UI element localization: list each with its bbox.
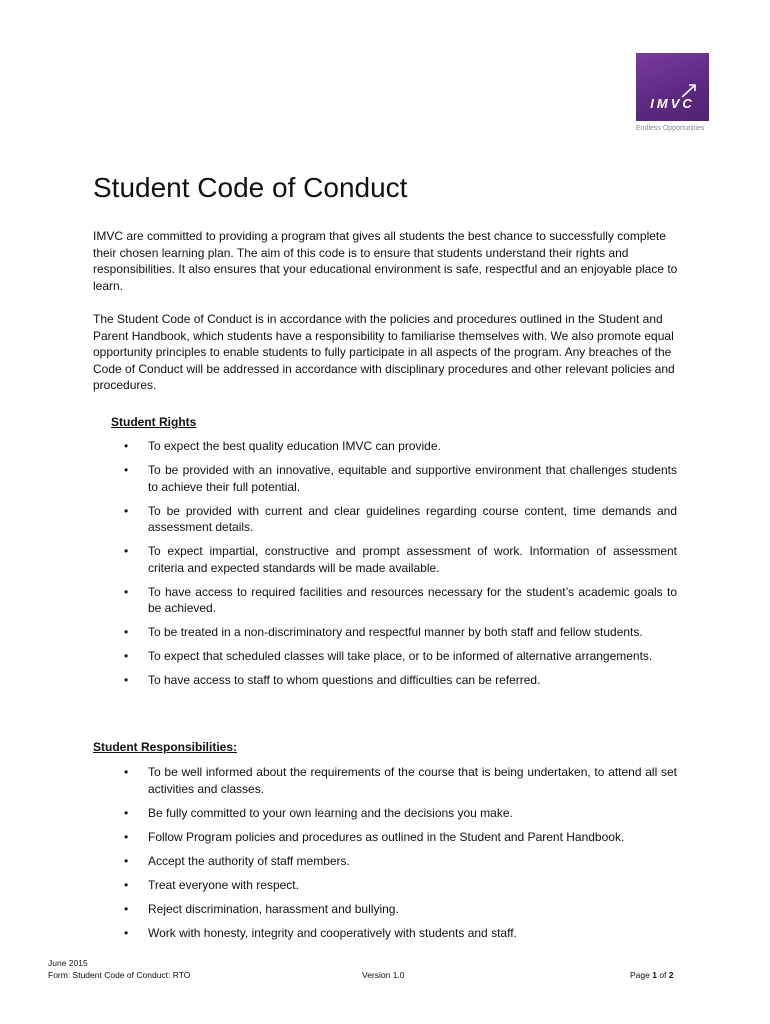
list-item-text: Treat everyone with respect. — [148, 877, 299, 892]
list-item — [124, 829, 677, 846]
list-item-text: To have access to required facilities and resources necessary for the student’s academic goals to be achieved. — [148, 584, 677, 615]
list-item — [124, 901, 677, 918]
student-responsibilities-list — [124, 764, 677, 949]
student-responsibilities-heading: Student Responsibilities: — [93, 740, 238, 754]
list-item — [124, 543, 677, 576]
bullet-icon: • — [124, 673, 129, 687]
list-item-text: Work with honesty, integrity and cooperatively with students and staff. — [148, 925, 517, 940]
list-item-text: Reject discrimination, harassment and bullying. — [148, 901, 399, 916]
page-total: 2 — [668, 970, 674, 980]
list-item-text: To be well informed about the requirements of the course that is being undertaken, to attend all set activities and classes. — [148, 765, 677, 796]
bullet-icon: • — [124, 439, 129, 453]
list-item-text: Accept the authority of staff members. — [148, 853, 350, 868]
page-separator: of — [656, 970, 669, 980]
bullet-icon: • — [124, 463, 129, 477]
student-rights-heading: Student Rights — [111, 415, 197, 429]
bullet-icon: • — [124, 901, 129, 916]
list-item — [124, 764, 677, 797]
list-item-text: To expect that scheduled classes will take place, or to be informed of alternative arrangements. — [148, 649, 653, 663]
list-item — [124, 462, 677, 495]
policy-paragraph: The Student Code of Conduct is in accordance with the policies and procedures outlined in the Student and Parent Handbook, which students have a responsibility to familiarise themselves with. We also promote equal opportunity principles to enable students to fully participate in all aspects of the program. Any breaches of the Code of Conduct will be addressed in accordance with disciplinary procedures and other relevant policies and procedures. — [93, 312, 675, 392]
bullet-icon: • — [124, 625, 129, 639]
bullet-icon: • — [124, 544, 129, 558]
page-prefix: Page — [630, 970, 653, 980]
bullet-icon: • — [124, 877, 129, 892]
page-title: Student Code of Conduct — [93, 172, 408, 203]
list-item-text: To expect the best quality education IMVC can provide. — [148, 439, 441, 453]
footer-version: Version 1.0 — [362, 970, 405, 980]
student-rights-list — [124, 438, 677, 696]
page-current: 1 — [652, 970, 657, 980]
bullet-icon: • — [124, 584, 129, 599]
list-item — [124, 853, 677, 870]
list-item-text: To be treated in a non-discriminatory and respectful manner by both staff and fellow students. — [148, 625, 643, 639]
list-item — [124, 672, 677, 689]
bullet-icon: • — [124, 765, 129, 779]
list-item — [124, 877, 677, 894]
bullet-icon: • — [124, 649, 129, 663]
list-item-text: To be provided with current and clear guidelines regarding course content, time demands and assessment details. — [148, 503, 677, 534]
list-item-text: Follow Program policies and procedures as outlined in the Student and Parent Handbook. — [148, 829, 625, 844]
bullet-icon: • — [124, 805, 129, 820]
list-item-text: To have access to staff to whom questions and difficulties can be referred. — [148, 673, 541, 687]
list-item — [124, 925, 677, 942]
list-item — [124, 624, 677, 641]
list-item-text: To expect impartial, constructive and prompt assessment of work. Information of assessment criteria and expected standards will be made available. — [148, 544, 677, 575]
imvc-logo — [636, 53, 709, 121]
list-item-text: Be fully committed to your own learning and the decisions you make. — [148, 805, 513, 820]
logo-tagline: Endless Opportunities — [636, 125, 705, 132]
bullet-icon: • — [124, 853, 129, 868]
logo-text: IMVC — [650, 96, 695, 111]
list-item-text: To be provided with an innovative, equitable and supportive environment that challenges students to achieve their full potential. — [148, 463, 677, 494]
footer-page-number — [630, 970, 674, 980]
list-item — [124, 503, 677, 536]
bullet-icon: • — [124, 503, 129, 518]
list-item — [124, 648, 677, 665]
footer-form-name: Form: Student Code of Conduct: RTO — [48, 970, 191, 980]
bullet-icon: • — [124, 829, 129, 844]
bullet-icon: • — [124, 925, 129, 940]
footer-date: June 2015 — [48, 958, 88, 968]
list-item — [124, 584, 677, 617]
intro-paragraph: IMVC are committed to providing a program that gives all students the best chance to successfully complete their chosen learning plan. The aim of this code is to ensure that students understand their rights and responsibilities. It also ensures that your educational environment is safe, respectful and an enjoyable place to learn. — [93, 229, 678, 293]
list-item — [124, 805, 677, 822]
list-item — [124, 438, 677, 455]
